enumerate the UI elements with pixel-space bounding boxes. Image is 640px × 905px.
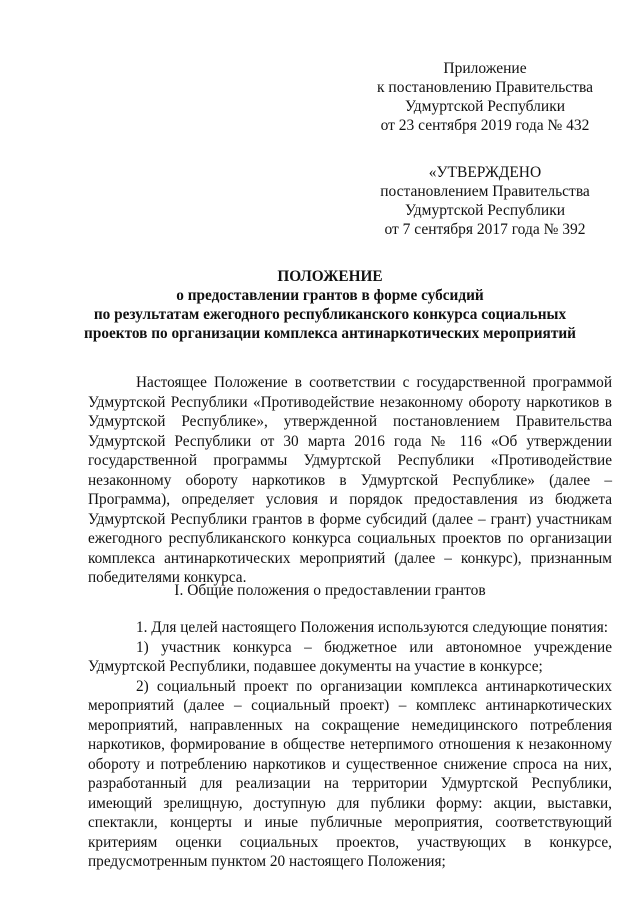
paragraph-line: Удмуртской Республике», утвержденной постановлением Правительства <box>88 413 612 430</box>
paragraph-line: мероприятий, направленных на сокращение немедицинского потребления <box>88 716 612 734</box>
document-title <box>60 267 600 343</box>
paragraph-line: Удмуртской Республики грантов в форме субсидий (далее – грант) участникам <box>88 510 612 528</box>
title-line: проектов по организации комплекса антинаркотических мероприятий <box>84 325 576 342</box>
section-heading: I. Общие положения о предоставлении грантов <box>174 582 486 599</box>
appendix-block <box>365 59 605 135</box>
paragraph-line: обороту и потреблению наркотиков и существенное снижение спроса на них, <box>88 755 612 773</box>
paragraph-line: государственной программы Удмуртской Республики «Противодействие <box>88 452 612 469</box>
intro-paragraph <box>88 373 612 588</box>
paragraph-line: Программа), определяет условия и порядок предоставления из бюджета <box>88 491 612 508</box>
approval-line: постановлением Правительства <box>380 183 590 200</box>
appendix-line: Удмуртской Республики <box>404 98 566 115</box>
title-line: ПОЛОЖЕНИЕ <box>277 268 383 285</box>
paragraph-line: комплекса антинаркотических мероприятий (далее – конкурс), признанным <box>88 549 612 567</box>
paragraph-line: незаконному обороту наркотиков в Удмуртской Республике» (далее – <box>88 471 612 489</box>
paragraph-line: Настоящее Положение в соответствии с государственной программой <box>136 374 612 391</box>
approval-line: от 7 сентября 2017 года № 392 <box>384 221 586 238</box>
appendix-line: Приложение <box>443 60 527 77</box>
paragraph-line: мероприятий (далее – социальный проект) – комплекс антинаркотических <box>88 697 612 714</box>
title-line: по результатам ежегодного республиканского конкурса социальных <box>93 306 567 323</box>
paragraph-line: ежегодного республиканского конкурса социальных проектов по организации <box>88 530 612 547</box>
paragraph-line: победителями конкурса. <box>88 569 247 586</box>
paragraph-line: 1. Для целей настоящего Положения используются следующие понятия: <box>136 619 608 636</box>
title-line: о предоставлении грантов в форме субсидий <box>176 287 484 304</box>
paragraph-line: разработанный для реализации на территории Удмуртской Республики, <box>88 775 612 792</box>
paragraph-line: Удмуртской Республики «Противодействие незаконному обороту наркотиков в <box>88 393 612 411</box>
paragraph-line: критериям оценки социальных проектов, участвующих в конкурсе, <box>88 833 612 851</box>
paragraph-line: наркотиков, формирование в обществе нетерпимого отношения к незаконному <box>88 736 612 753</box>
paragraph-line: предусмотренным пунктом 20 настоящего Положения; <box>88 853 446 870</box>
definitions-paragraph <box>88 618 612 872</box>
appendix-line: от 23 сентября 2019 года № 432 <box>380 117 590 134</box>
paragraph-line: имеющий зрелищную, доступную для публики форму: акции, выставки, <box>88 794 612 812</box>
paragraph-line: Удмуртской Республики, подавшее документы на участие в конкурсе; <box>88 658 543 675</box>
paragraph-line: 1) участник конкурса – бюджетное или автономное учреждение <box>136 638 612 656</box>
paragraph-line: спектакли, концерты и иные публичные мероприятия, соответствующий <box>88 814 612 831</box>
appendix-line: к постановлению Правительства <box>377 79 593 96</box>
approval-line: «УТВЕРЖДЕНО <box>428 164 542 181</box>
approval-stamp-block <box>365 163 605 239</box>
paragraph-line: 2) социальный проект по организации комплекса антинаркотических <box>136 677 612 695</box>
paragraph-line: Удмуртской Республики от 30 марта 2016 года № 116 «Об утверждении <box>88 432 612 450</box>
approval-line: Удмуртской Республики <box>404 202 566 219</box>
